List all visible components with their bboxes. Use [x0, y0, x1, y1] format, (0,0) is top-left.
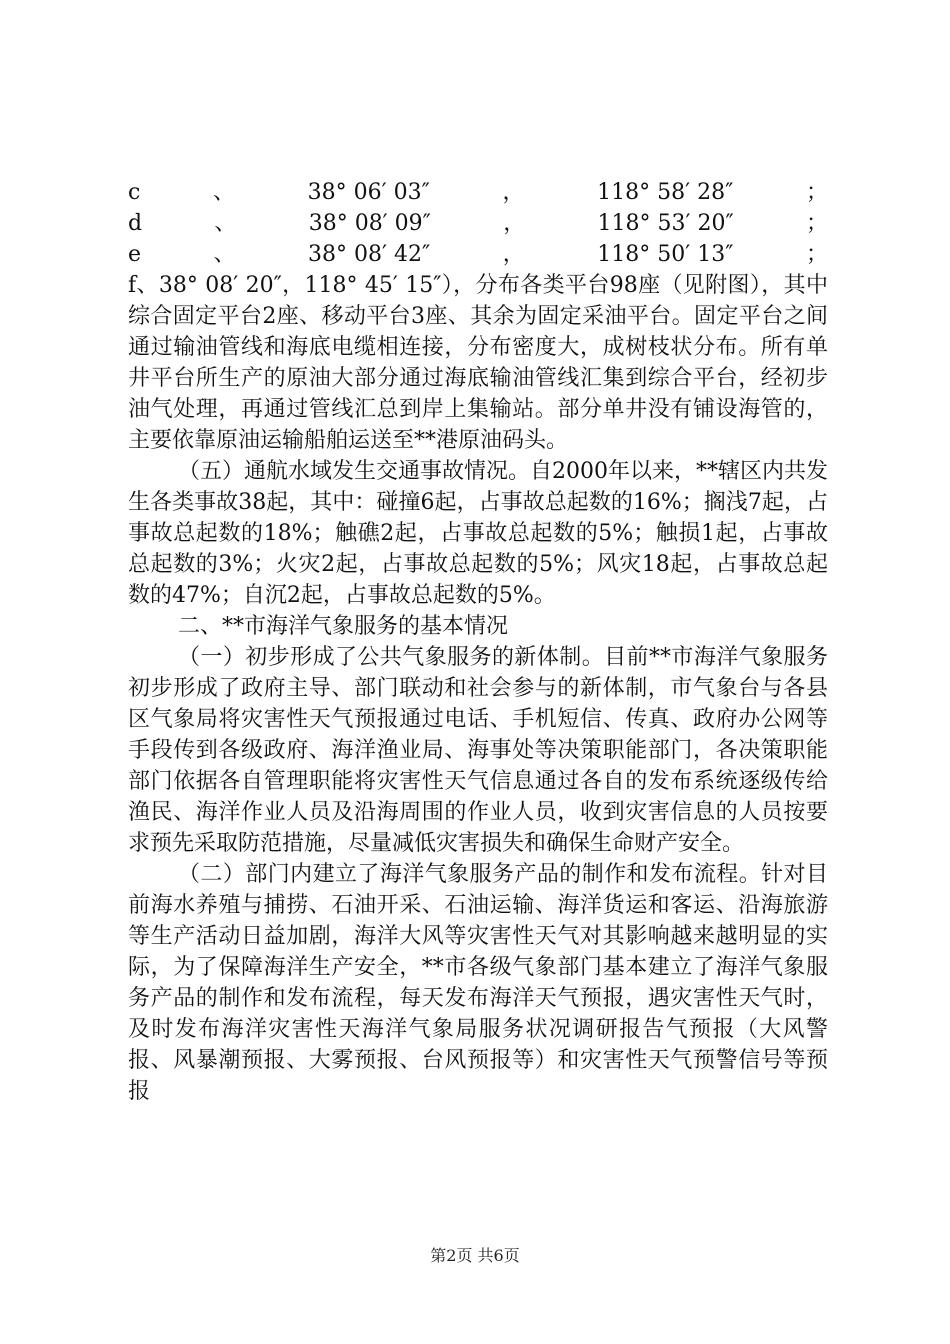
coordinate-row-d	[128, 208, 828, 239]
coordinate-longitude: 118° 58′ 28″	[597, 180, 734, 205]
paragraph-public-service: （一）初步形成了公共气象服务的新体制。目前**市海洋气象服务初步形成了政府主导、部门联动和社会参与的新体制，市气象台与各县区气象局将灾害性天气预报通过电话、手机短信、传真、政府办公网等手段传到各级政府、海洋渔业局、海事处等决策职能部门，各决策职能部门依据各自管理职能将灾害性天气信息通过各自的发布系统逐级传给渔民、海洋作业人员及沿海周围的作业人员，收到灾害信息的人员按要求预先采取防范措施，尽量减低灾害损失和确保生命财产安全。	[128, 645, 828, 856]
coordinate-label: d	[128, 211, 143, 236]
coordinate-comma: ，	[503, 211, 526, 236]
document-body	[128, 177, 828, 1107]
coordinate-separator: 、	[213, 242, 236, 267]
coordinate-comma: ，	[502, 242, 525, 267]
coordinate-latitude: 38° 08′ 42″	[308, 242, 431, 267]
coordinate-separator: 、	[212, 180, 235, 205]
page-footer: 第2页 共6页	[430, 1246, 520, 1265]
paragraph-service-products: （二）部门内建立了海洋气象服务产品的制作和发布流程。针对目前海水养殖与捕捞、石油开采、石油运输、海洋货运和客运、沿海旅游等生产活动日益加剧，海洋大风等灾害性天气对其影响越来越明显的实际，为了保障海洋生产安全，**市各级气象部门基本建立了海洋气象服务产品的制作和发布流程，每天发布海洋天气预报，遇灾害性天气时，及时发布海洋灾害性天海洋气象局服务状况调研报告气预报（大风警报、风暴潮预报、大雾预报、台风预报等）和灾害性天气预警信号等预报	[128, 862, 828, 1104]
coordinate-separator: 、	[214, 211, 237, 236]
coordinate-latitude: 38° 08′ 09″	[308, 211, 431, 236]
paragraph-accidents: （五）通航水域发生交通事故情况。自2000年以来，**辖区内共发生各类事故38起，其中：碰撞6起，占事故总起数的16%；搁浅7起，占事故总起数的18%；触礁2起，占事故总起数的5%；触损1起，占事故总起数的3%；火灾2起，占事故总起数的5%；风灾18起，占事故总起数的47%；自沉2起，占事故总起数的5%。	[128, 459, 828, 608]
coordinate-latitude: 38° 06′ 03″	[307, 180, 430, 205]
coordinate-longitude: 118° 53′ 20″	[597, 211, 734, 236]
coordinate-row-c	[128, 177, 828, 208]
coordinate-end: ；	[805, 211, 828, 236]
coordinate-end: ；	[805, 242, 828, 267]
coordinate-label: c	[128, 180, 141, 205]
paragraph-platforms: f、38° 08′ 20″，118° 45′ 15″），分布各类平台98座（见附图），其中综合固定平台2座、移动平台3座、其余为固定采油平台。固定平台之间通过输油管线和海底电缆相连接，分布密度大，成树枝状分布。所有单井平台所生产的原油大部分通过海底输油管线汇集到综合平台，经初步油气处理，再通过管线汇总到岸上集输站。部分单井没有铺设海管的，主要依靠原油运输船舶运送至**港原油码头。	[128, 273, 828, 453]
coordinate-longitude: 118° 50′ 13″	[597, 242, 734, 267]
coordinate-comma: ，	[502, 180, 525, 205]
section-heading: 二、**市海洋气象服务的基本情况	[178, 614, 509, 639]
coordinate-label: e	[128, 242, 142, 267]
coordinate-end: ；	[805, 180, 828, 205]
coordinate-row-e	[128, 239, 828, 270]
